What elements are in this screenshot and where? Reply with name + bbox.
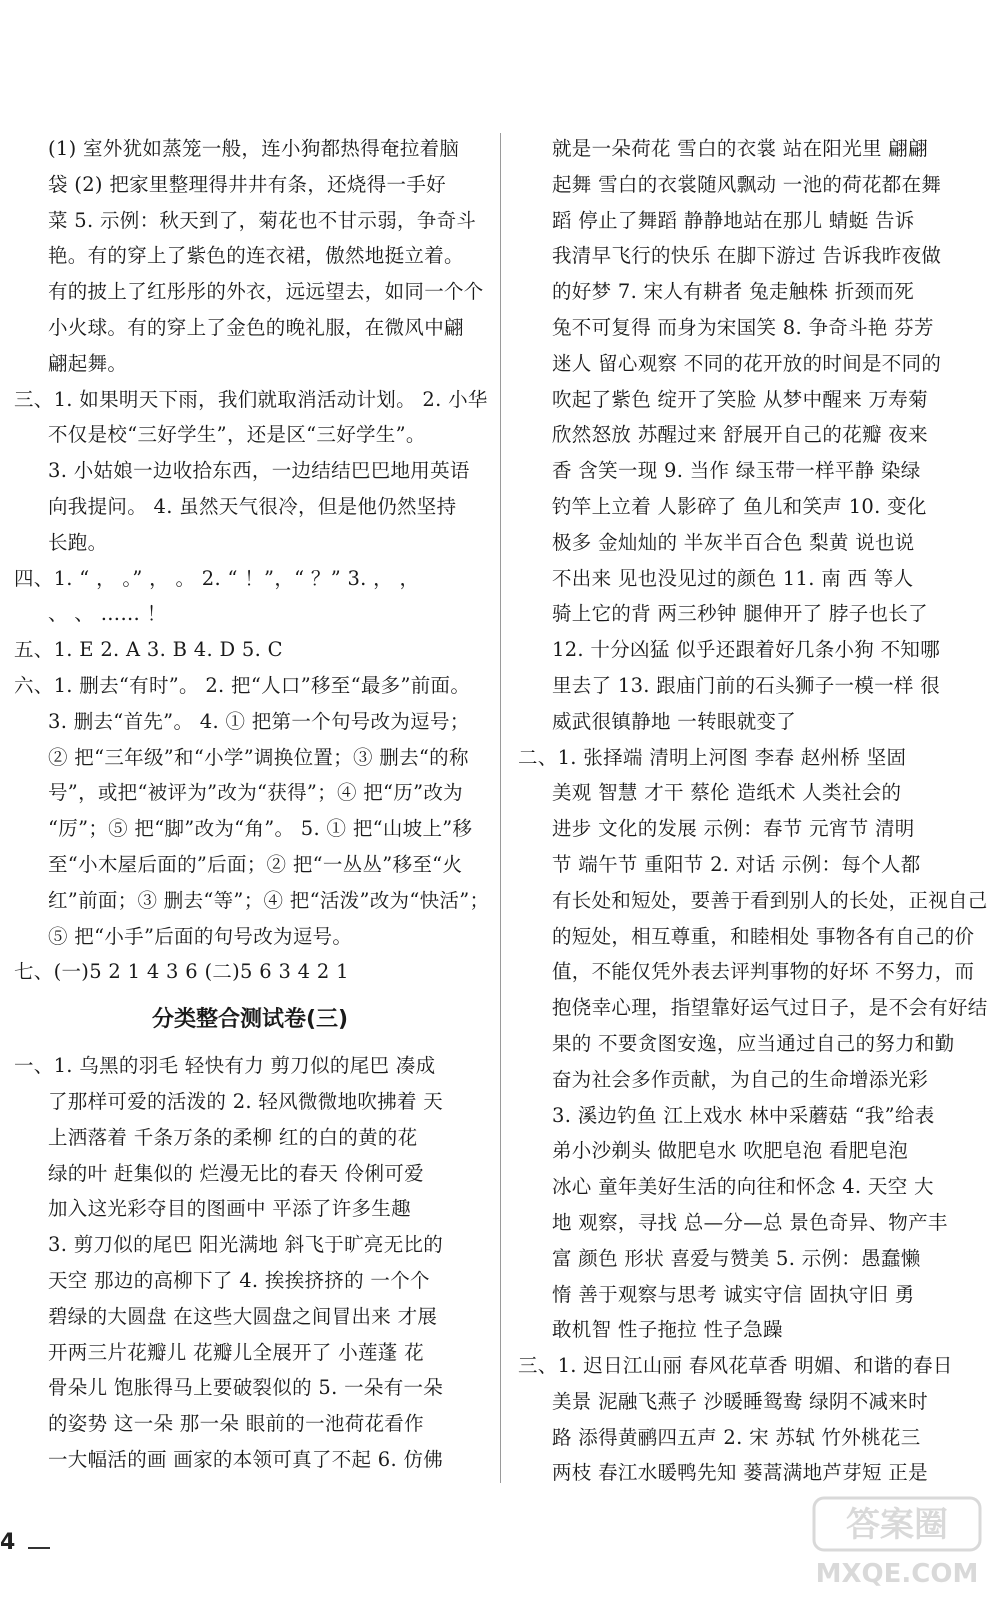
answer-line: 骨朵儿 饱胀得马上要破裂似的 5. 一朵有一朵 — [48, 1376, 444, 1400]
answer-line: 五、1. E 2. A 3. B 4. D 5. C — [14, 638, 283, 662]
answer-line: 至“小木屋后面的”后面；② 把“一丛丛”移至“火 — [48, 852, 463, 876]
answer-line: 有的披上了红彤彤的外衣，远远望去，如同一个个 — [48, 280, 484, 304]
answer-line: 路 添得黄鹂四五声 2. 宋 苏轼 竹外桃花三 — [552, 1425, 921, 1449]
answer-line: 三、1. 迟日江山丽 春风花草香 明媚、和谐的春日 — [518, 1354, 953, 1378]
answer-line: 两枝 春江水暖鸭先知 蒌蒿满地芦芽短 正是 — [552, 1461, 928, 1485]
answer-line: 就是一朵荷花 雪白的衣裳 站在阳光里 翩翩 — [552, 137, 928, 160]
answer-line: 美景 泥融飞燕子 沙暖睡鸳鸯 绿阴不减来时 — [552, 1389, 928, 1413]
answer-line: 小火球。有的穿上了金色的晚礼服，在微风中翩 — [48, 315, 464, 339]
page-number: 4 — [0, 1530, 16, 1555]
answer-line: 起舞 雪白的衣裳随风飘动 一池的荷花都在舞 — [552, 172, 942, 196]
answer-line: 二、1. 张择端 清明上河图 李春 赵州桥 坚固 — [518, 745, 907, 769]
answer-line: 的好梦 7. 宋人有耕者 兔走触株 折颈而死 — [552, 280, 914, 304]
answer-line: 3. 剪刀似的尾巴 阳光满地 斜飞于旷亮无比的 — [48, 1233, 444, 1257]
answer-line: 的姿势 这一朵 那一朵 眼前的一池荷花看作 — [48, 1412, 424, 1436]
answer-line: (1) 室外犹如蒸笼一般，连小狗都热得奄拉着脑 — [48, 137, 460, 160]
answer-line: 不仅是校“三好学生”，还是区“三好学生”。 — [48, 423, 426, 447]
watermark-logo — [812, 1494, 982, 1590]
answer-line: 号”，或把“被评为”改为“获得”；④ 把“历”改为 — [48, 781, 463, 805]
answer-line: 奋为社会多作贡献，为自己的生命增添光彩 — [552, 1067, 929, 1091]
answer-line: 蹈 停止了舞蹈 静静地站在那儿 蜻蜓 告诉 — [552, 208, 915, 232]
answer-line: 一大幅活的画 画家的本领可真了不起 6. 仿佛 — [48, 1447, 444, 1471]
answer-line: 骑上它的背 两三秒钟 腿伸开了 脖子也长了 — [552, 602, 928, 626]
answer-line: 袋 (2) 把家里整理得井井有条，还烧得一手好 — [48, 172, 446, 196]
answer-line: 果的 不要贪图安逸，应当通过自己的努力和勤 — [552, 1031, 955, 1055]
answer-line: 四、1. “ ， 。” ， 。 2. “ ！”，“ ？” 3. ， ， — [14, 566, 420, 590]
answer-line: 上洒落着 千条万条的柔柳 红的白的黄的花 — [48, 1125, 418, 1149]
answer-line: 长跑。 — [48, 530, 108, 554]
answer-line: 兔不可复得 而身为宋国笑 8. 争奇斗艳 芬芳 — [552, 315, 934, 339]
answer-line: ⑤ 把“小手”后面的句号改为逗号。 — [48, 924, 353, 948]
answer-line: 冰心 童年美好生活的向往和怀念 4. 天空 大 — [552, 1175, 934, 1199]
answer-line: 我清早飞行的快乐 在脚下游过 告诉我昨夜做 — [552, 244, 942, 268]
answer-line: 的短处，相互尊重，和睦相处 事物各有自己的价 — [552, 924, 975, 948]
answer-line: 3. 小姑娘一边收拾东西，一边结结巴巴地用英语 — [48, 459, 470, 483]
answer-line: 碧绿的大圆盘 在这些大圆盘之间冒出来 才展 — [48, 1304, 438, 1328]
answer-line: 开两三片花瓣儿 花瓣儿全展开了 小莲蓬 花 — [48, 1340, 424, 1364]
answer-line: ② 把“三年级”和“小学”调换位置；③ 删去“的称 — [48, 745, 469, 769]
answer-line: 不出来 见也没见过的颜色 11. 南 西 等人 — [552, 566, 914, 590]
answer-line: 抱侥幸心理，指望靠好运气过日子，是不会有好结 — [552, 996, 988, 1020]
answer-line: 弟小沙剃头 做肥皂水 吹肥皂泡 看肥皂泡 — [552, 1139, 909, 1163]
watermark-url: MXQE.COM — [815, 1559, 979, 1589]
answer-line: 七、(一)5 2 1 4 3 6 (二)5 6 3 4 2 1 — [14, 960, 349, 984]
answer-line: 天空 那边的高柳下了 4. 挨挨挤挤的 一个个 — [48, 1268, 430, 1292]
answer-line: 富 颜色 形状 喜爱与赞美 5. 示例：愚蠢懒 — [552, 1246, 921, 1270]
answer-line: 香 含笑一现 9. 当作 绿玉带一样平静 染绿 — [552, 459, 921, 483]
answer-line: 加入这光彩夺目的图画中 平添了许多生趣 — [48, 1197, 411, 1221]
answer-line: 红”前面；③ 删去“等”；④ 把“活泼”改为“快活”； — [48, 888, 490, 912]
answer-line: 迷人 留心观察 不同的花开放的时间是不同的 — [552, 351, 942, 375]
answer-line: 3. 溪边钓鱼 江上戏水 林中采蘑菇 “我”给表 — [552, 1103, 935, 1127]
answer-line: 威武很镇静地 一转眼就变了 — [552, 709, 797, 733]
answer-line: 节 端午节 重阳节 2. 对话 示例：每个人都 — [552, 852, 921, 876]
answer-line: 向我提问。 4. 虽然天气很冷，但是他仍然坚持 — [48, 494, 457, 518]
answer-line: 菜 5. 示例：秋天到了，菊花也不甘示弱，争奇斗 — [48, 208, 477, 232]
section-title: 分类整合测试卷(三) — [151, 1007, 349, 1033]
answer-line: 极多 金灿灿的 半灰半百合色 梨黄 说也说 — [552, 530, 915, 554]
column-divider — [500, 133, 501, 1483]
answer-line: 值，不能仅凭外表去评判事物的好坏 不努力，而 — [552, 960, 975, 984]
answer-line: 、 、 …… ！ — [48, 602, 167, 626]
answer-line: 了那样可爱的活泼的 2. 轻风微微地吹拂着 天 — [48, 1089, 444, 1113]
answer-line: 惰 善于观察与思考 诚实守信 固执守旧 勇 — [552, 1282, 915, 1306]
answer-line: 绿的叶 赶集似的 烂漫无比的春天 伶俐可爱 — [48, 1161, 424, 1185]
answer-line: 有长处和短处，要善于看到别人的长处，正视自己 — [552, 888, 988, 912]
answer-line: 3. 删去“首先”。 4. ① 把第一个句号改为逗号； — [48, 709, 470, 733]
answer-line: 钓竿上立着 人影碎了 鱼儿和笑声 10. 变化 — [552, 494, 927, 518]
answer-line: 艳。有的穿上了紫色的连衣裙，傲然地挺立着。 — [48, 244, 464, 268]
answer-line: 一、1. 乌黑的羽毛 轻快有力 剪刀似的尾巴 凑成 — [14, 1054, 436, 1078]
answer-line: 翩起舞。 — [48, 351, 128, 375]
answer-line: 六、1. 删去“有时”。 2. 把“人口”移至“最多”前面。 — [14, 673, 471, 697]
answer-line: 美观 智慧 才干 蔡伦 造纸术 人类社会的 — [552, 781, 902, 805]
answer-line: 里去了 13. 跟庙门前的石头狮子一模一样 很 — [552, 673, 941, 697]
answer-line: 三、1. 如果明天下雨，我们就取消活动计划。 2. 小华 — [14, 387, 488, 411]
footer-rule — [28, 1547, 50, 1549]
answer-line: 地 观察，寻找 总—分—总 景色奇异、物产丰 — [552, 1210, 948, 1234]
watermark-text: 答案圈 — [846, 1505, 948, 1545]
answer-line: 欣然怒放 苏醒过来 舒展开自己的花瓣 夜来 — [552, 423, 928, 447]
right-column — [518, 131, 988, 1491]
answer-line: 进步 文化的发展 示例：春节 元宵节 清明 — [552, 817, 915, 841]
answer-line: 吹起了紫色 绽开了笑脸 从梦中醒来 万寿菊 — [552, 387, 928, 411]
answer-line: “厉”；⑤ 把“脚”改为“角”。 5. ① 把“山坡上”移 — [48, 817, 473, 841]
left-column — [14, 131, 490, 1478]
answer-line: 12. 十分凶猛 似乎还跟着好几条小狗 不知哪 — [552, 638, 941, 662]
answer-line: 敢机智 性子拖拉 性子急躁 — [552, 1318, 783, 1342]
